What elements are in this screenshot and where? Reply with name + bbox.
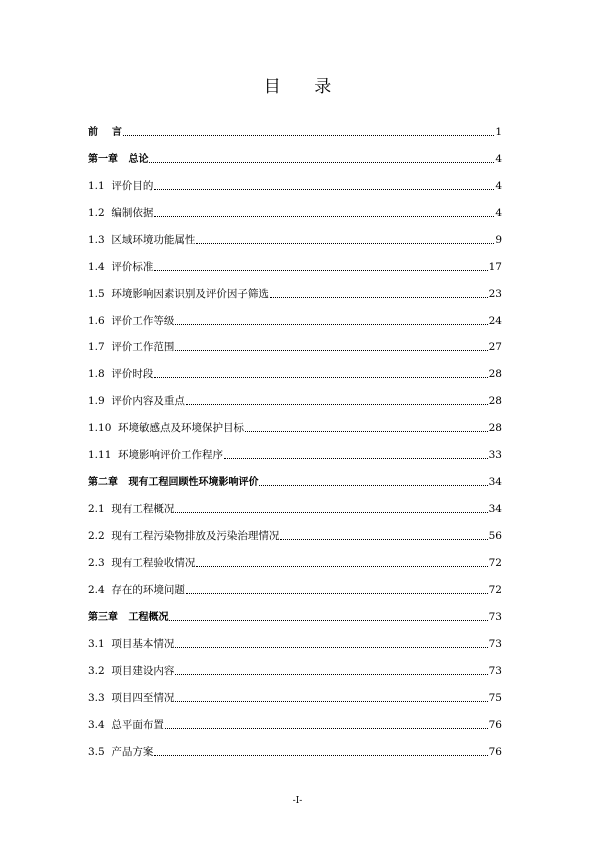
toc-entry-label: 2.2 现有工程污染物排放及污染治理情况 bbox=[88, 530, 280, 542]
toc-entry[interactable] bbox=[88, 408, 502, 435]
toc-entry-label: 3.4 总平面布置 bbox=[88, 718, 164, 731]
dot-leader bbox=[175, 674, 487, 675]
toc-entry[interactable] bbox=[88, 139, 502, 166]
toc-entry[interactable] bbox=[88, 435, 502, 462]
dot-leader bbox=[154, 270, 487, 271]
toc-entry[interactable] bbox=[88, 328, 502, 355]
toc-entry-label: 2.3 现有工程验收情况 bbox=[88, 556, 196, 569]
toc-entry[interactable] bbox=[88, 597, 502, 624]
toc-entry-page-number: 73 bbox=[488, 637, 502, 650]
toc-entry-page-number: 23 bbox=[488, 287, 502, 300]
toc-entry[interactable] bbox=[88, 166, 502, 193]
toc-entry-label: 第一章 总论 bbox=[88, 153, 149, 165]
dot-leader bbox=[154, 755, 487, 756]
toc-entry[interactable] bbox=[88, 543, 502, 570]
toc-entry-page-number: 4 bbox=[495, 206, 502, 219]
toc-entry-label: 3.2 项目建设内容 bbox=[88, 664, 175, 677]
toc-entry-page-number: 4 bbox=[495, 179, 502, 192]
toc-entry-label: 1.3 区域环境功能属性 bbox=[88, 233, 196, 246]
toc-entry[interactable] bbox=[88, 678, 502, 705]
toc-entry[interactable] bbox=[88, 570, 502, 597]
toc-entry-label: 1.10 环境敏感点及环境保护目标 bbox=[88, 422, 245, 435]
toc-entry-label: 1.8 评价时段 bbox=[88, 368, 154, 381]
toc-entry-page-number: 73 bbox=[488, 664, 502, 677]
toc-entry[interactable] bbox=[88, 274, 502, 301]
toc-entry[interactable] bbox=[88, 354, 502, 381]
page-title: 目 录 bbox=[263, 77, 346, 97]
toc-entry[interactable] bbox=[88, 247, 502, 274]
toc-entry-label: 2.1 现有工程概况 bbox=[88, 503, 175, 516]
dot-leader bbox=[186, 593, 488, 594]
toc-entry-label: 1.11 环境影响评价工作程序 bbox=[88, 449, 224, 462]
toc-entry-page-number: 28 bbox=[488, 395, 502, 408]
dot-leader bbox=[270, 297, 488, 298]
dot-leader bbox=[175, 350, 487, 351]
toc-entry-page-number: 27 bbox=[488, 341, 502, 354]
dot-leader bbox=[123, 135, 494, 136]
toc-entry-label: 前 言 bbox=[88, 126, 122, 138]
toc-entry-label: 1.6 评价工作等级 bbox=[88, 314, 175, 327]
toc-entry-label: 1.5 环境影响因素识别及评价因子筛选 bbox=[88, 287, 269, 300]
toc-entry-page-number: 76 bbox=[488, 745, 502, 758]
toc-entry[interactable] bbox=[88, 651, 502, 678]
toc-entry-page-number: 9 bbox=[495, 233, 502, 246]
dot-leader bbox=[259, 485, 487, 486]
toc-entry-label: 1.9 评价内容及重点 bbox=[88, 395, 185, 408]
toc-entry-label: 第二章 现有工程回顾性环境影响评价 bbox=[88, 477, 259, 489]
toc-entry-page-number: 28 bbox=[488, 422, 502, 435]
toc-entry-page-number: 28 bbox=[488, 368, 502, 381]
toc-entry[interactable] bbox=[88, 732, 502, 759]
dot-leader bbox=[224, 458, 488, 459]
toc-entry-page-number: 33 bbox=[488, 449, 502, 462]
toc-entry-label: 1.7 评价工作范围 bbox=[88, 341, 175, 354]
toc-entry[interactable] bbox=[88, 462, 502, 489]
dot-leader bbox=[280, 539, 487, 540]
toc-entry-label: 2.4 存在的环境问题 bbox=[88, 583, 185, 596]
toc-entry-label: 第三章 工程概况 bbox=[88, 611, 169, 623]
dot-leader bbox=[196, 243, 494, 244]
dot-leader bbox=[154, 377, 487, 378]
toc-entry-page-number: 34 bbox=[488, 503, 502, 516]
toc-entry-page-number: 73 bbox=[488, 610, 502, 623]
toc-entry-page-number: 76 bbox=[488, 718, 502, 731]
dot-leader bbox=[165, 728, 488, 729]
toc-entry[interactable] bbox=[88, 624, 502, 651]
dot-leader bbox=[186, 404, 488, 405]
toc-entry-label: 1.1 评价目的 bbox=[88, 179, 154, 192]
dot-leader bbox=[175, 512, 487, 513]
toc-entry[interactable] bbox=[88, 193, 502, 220]
toc-entry-label: 1.2 编制依据 bbox=[88, 206, 154, 219]
toc-entry-page-number: 1 bbox=[495, 125, 502, 138]
toc-entry[interactable] bbox=[88, 489, 502, 516]
toc-entry-page-number: 56 bbox=[488, 530, 502, 542]
toc-entry[interactable] bbox=[88, 220, 502, 247]
toc-entry-page-number: 4 bbox=[495, 152, 502, 165]
toc-entry[interactable] bbox=[88, 112, 502, 139]
toc-entry-label: 3.3 项目四至情况 bbox=[88, 691, 175, 704]
toc-entry[interactable] bbox=[88, 516, 502, 543]
toc-entry-page-number: 72 bbox=[488, 556, 502, 569]
toc-entry[interactable] bbox=[88, 381, 502, 408]
dot-leader bbox=[154, 189, 494, 190]
dot-leader bbox=[175, 647, 487, 648]
dot-leader bbox=[149, 162, 494, 163]
toc-entry-label: 3.5 产品方案 bbox=[88, 745, 154, 758]
dot-leader bbox=[175, 324, 487, 325]
toc-entry-label: 1.4 评价标准 bbox=[88, 260, 154, 273]
toc-entry-page-number: 17 bbox=[488, 260, 502, 273]
dot-leader bbox=[175, 701, 487, 702]
toc-entry-page-number: 75 bbox=[488, 691, 502, 704]
page-number-footer: -I- bbox=[292, 796, 303, 806]
toc-entry-label: 3.1 项目基本情况 bbox=[88, 637, 175, 650]
dot-leader bbox=[154, 216, 494, 217]
toc-entry[interactable] bbox=[88, 705, 502, 732]
toc-entry-page-number: 24 bbox=[488, 314, 502, 327]
dot-leader bbox=[245, 431, 488, 432]
toc-entry[interactable] bbox=[88, 301, 502, 328]
dot-leader bbox=[196, 566, 487, 567]
table-of-contents bbox=[88, 112, 502, 759]
dot-leader bbox=[169, 620, 487, 621]
toc-entry-page-number: 72 bbox=[488, 583, 502, 596]
toc-entry-page-number: 34 bbox=[488, 476, 502, 489]
